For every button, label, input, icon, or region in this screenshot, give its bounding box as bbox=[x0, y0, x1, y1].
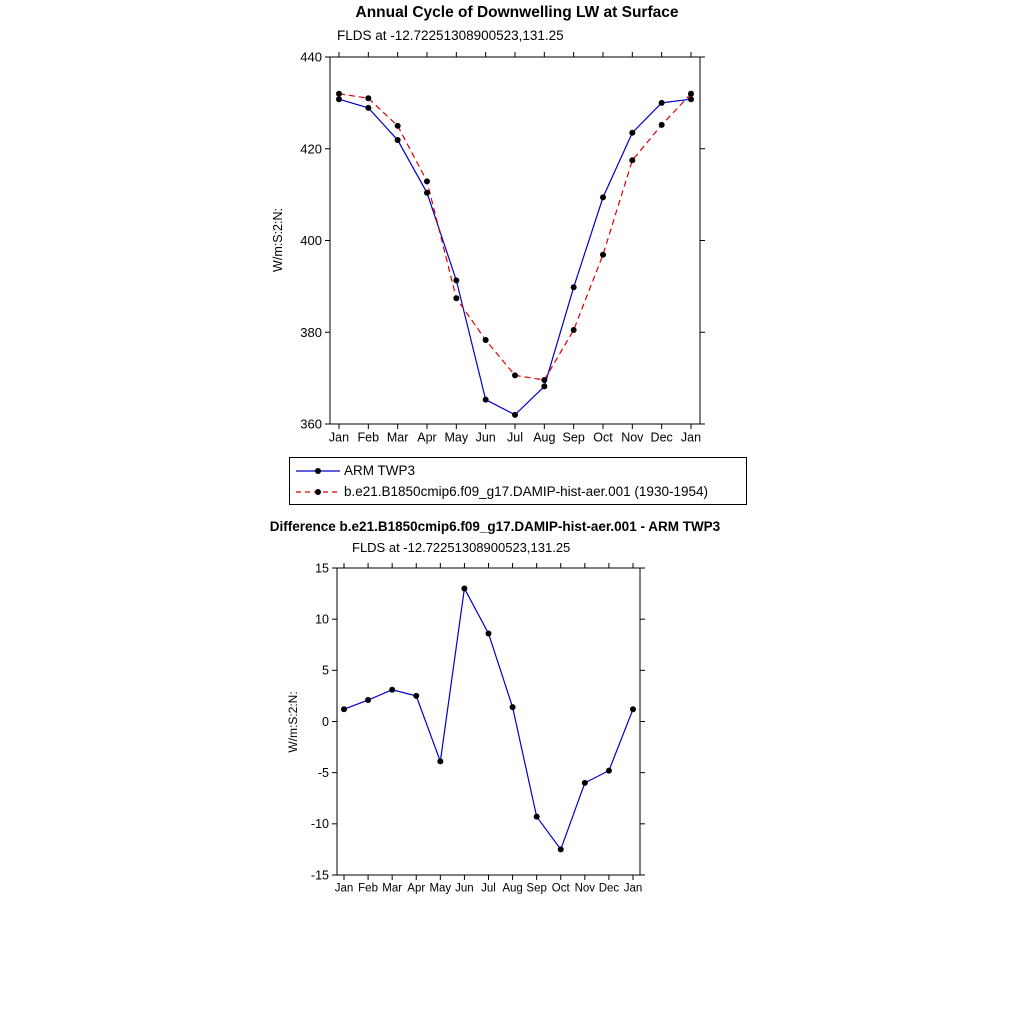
svg-text:-5: -5 bbox=[317, 766, 329, 781]
svg-text:Nov: Nov bbox=[621, 430, 644, 445]
svg-text:May: May bbox=[429, 882, 452, 895]
chart2-subtitle: FLDS at -12.72251308900523,131.25 bbox=[352, 540, 571, 555]
svg-text:5: 5 bbox=[322, 663, 329, 678]
svg-text:Feb: Feb bbox=[357, 430, 380, 445]
chart2-title: Difference b.e21.B1850cmip6.f09_g17.DAMIP-hist-aer.001 - ARM TWP3 bbox=[269, 519, 721, 534]
svg-text:Jan: Jan bbox=[680, 430, 702, 445]
svg-text:Dec: Dec bbox=[598, 882, 620, 895]
svg-text:Jan: Jan bbox=[623, 882, 643, 895]
legend-label-arm-twp3: ARM TWP3 bbox=[344, 463, 416, 478]
svg-text:-15: -15 bbox=[310, 868, 329, 883]
svg-text:Nov: Nov bbox=[574, 882, 596, 895]
legend-line-sample-arm bbox=[294, 464, 342, 478]
svg-text:Jul: Jul bbox=[481, 882, 496, 895]
chart1-title: Annual Cycle of Downwelling LW at Surface bbox=[355, 4, 679, 21]
svg-text:-10: -10 bbox=[310, 817, 329, 832]
svg-text:Mar: Mar bbox=[386, 430, 409, 445]
svg-text:420: 420 bbox=[300, 141, 322, 157]
svg-text:Jan: Jan bbox=[328, 430, 350, 445]
svg-text:Jun: Jun bbox=[475, 430, 496, 445]
svg-text:Oct: Oct bbox=[551, 882, 570, 895]
chart1-legend bbox=[289, 457, 747, 505]
chart1-plot bbox=[290, 45, 720, 450]
chart2-plot bbox=[293, 558, 665, 900]
svg-text:Jan: Jan bbox=[334, 882, 354, 895]
svg-text:May: May bbox=[444, 430, 469, 445]
svg-text:0: 0 bbox=[322, 714, 329, 729]
svg-text:380: 380 bbox=[300, 324, 322, 340]
svg-text:Oct: Oct bbox=[593, 430, 613, 445]
chart2-y-axis-label: W/m:S:2:N: bbox=[286, 691, 300, 753]
svg-text:Mar: Mar bbox=[382, 882, 403, 895]
svg-text:Sep: Sep bbox=[562, 430, 585, 445]
svg-text:Jun: Jun bbox=[455, 882, 474, 895]
svg-text:Aug: Aug bbox=[533, 430, 556, 445]
svg-text:10: 10 bbox=[315, 612, 329, 627]
svg-text:400: 400 bbox=[300, 233, 322, 249]
svg-text:Apr: Apr bbox=[407, 882, 426, 895]
chart1-y-axis-label: W/m:S:2:N: bbox=[271, 208, 285, 272]
svg-text:440: 440 bbox=[300, 49, 322, 65]
svg-text:Jul: Jul bbox=[507, 430, 523, 445]
svg-text:360: 360 bbox=[300, 416, 322, 432]
svg-text:Dec: Dec bbox=[650, 430, 673, 445]
legend-label-model: b.e21.B1850cmip6.f09_g17.DAMIP-hist-aer.001 (1930-1954) bbox=[344, 484, 708, 499]
svg-text:Feb: Feb bbox=[358, 882, 378, 895]
legend-line-sample-model bbox=[294, 485, 342, 499]
svg-text:15: 15 bbox=[315, 561, 329, 576]
legend-item-arm-twp3 bbox=[294, 460, 742, 481]
svg-text:Aug: Aug bbox=[502, 882, 523, 895]
chart1-subtitle: FLDS at -12.72251308900523,131.25 bbox=[337, 28, 564, 43]
svg-text:Apr: Apr bbox=[417, 430, 437, 445]
legend-item-model bbox=[294, 481, 742, 502]
svg-text:Sep: Sep bbox=[526, 882, 547, 895]
